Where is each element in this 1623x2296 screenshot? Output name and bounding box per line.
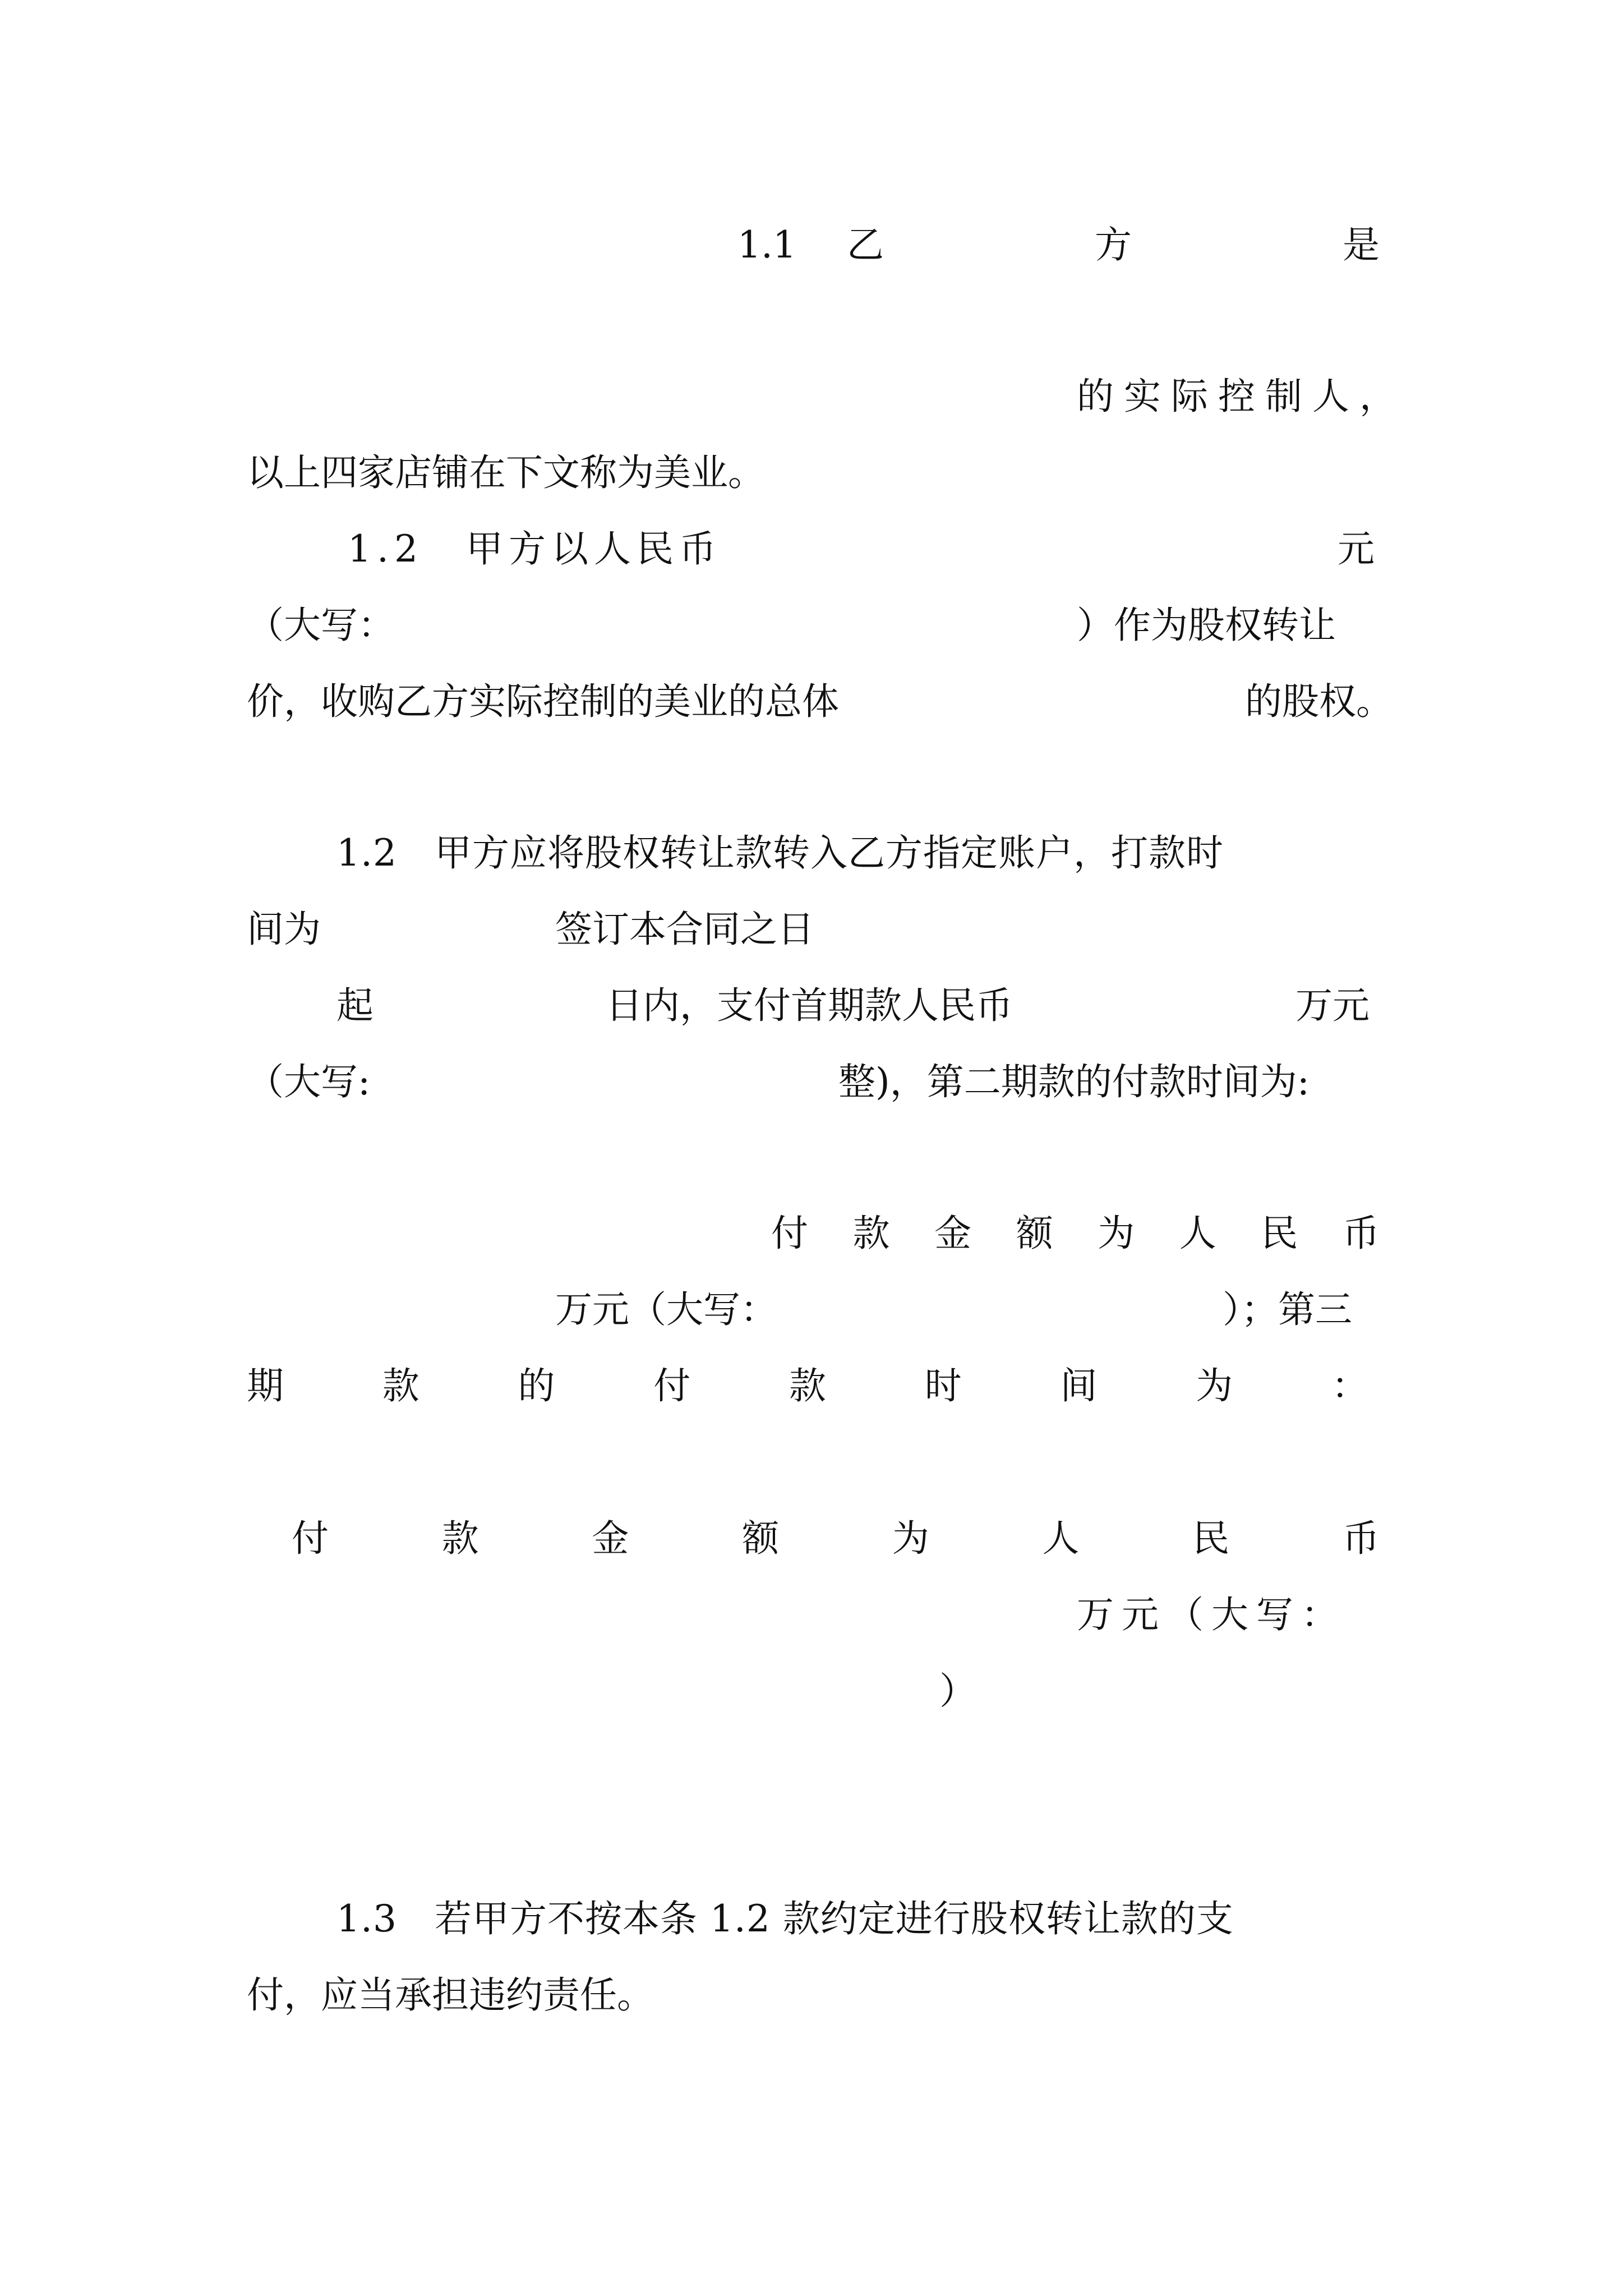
clause-1-2b-line-2-left: 间为 [247,908,321,951]
clause-1-2a-line-2-left: （大写： [247,604,395,647]
clause-1-2b-line-2-right: 签订本合同之日 [555,908,814,951]
clause-1-3-line-1: 1.3 若甲方不按本条 1.2 款约定进行股权转让款的支 [336,1897,1234,1940]
line-5-char: 额 [1016,1212,1053,1255]
clause-1-2b-line-6-left: 万元（大写： [555,1288,777,1331]
line-8-char: 款 [441,1517,479,1560]
clause-1-1-char: 是 [1343,223,1380,266]
line-7-char: ： [1331,1364,1368,1407]
line-7-char: 款 [382,1364,419,1407]
line-7-char: 付 [653,1364,691,1407]
clause-1-2a-lead: 1.2 甲方以人民币 [348,527,722,570]
clause-1-2b-line-9: 万元（大写： [1077,1593,1346,1636]
clause-1-1-number: 1.1 [737,223,796,266]
clause-1-2a-line-3-left: 价，收购乙方实际控制的美业的总体 [247,680,839,723]
line-5-char: 款 [852,1212,890,1255]
line-7-char: 为 [1196,1364,1233,1407]
line-7-char: 间 [1060,1364,1098,1407]
clause-1-1-line-3: 以上四家店铺在下文称为美业。 [247,451,765,494]
line-8-char: 付 [292,1517,329,1560]
clause-1-2b-line-5 [771,1212,1380,1255]
line-8-char: 额 [742,1517,780,1560]
clause-1-2b-line-8 [292,1517,1380,1560]
line-7-char: 款 [789,1364,826,1407]
clause-1-2a-unit: 元 [1338,527,1375,570]
line-8-char: 民 [1192,1517,1230,1560]
clause-1-2b-line-3-mid: 日内，支付首期款人民币 [606,984,1013,1027]
line-7-char: 期 [247,1364,284,1407]
clause-1-1-char: 方 [1095,223,1132,266]
line-8-char: 金 [592,1517,629,1560]
line-8-char: 为 [892,1517,929,1560]
clause-1-1-line-2: 的实际控制人， [1077,375,1407,418]
clause-1-3-line-2: 付，应当承担违约责任。 [247,1973,654,2017]
line-7-char: 的 [518,1364,555,1407]
clause-1-1-char: 乙 [847,223,884,266]
line-5-char: 民 [1261,1212,1298,1255]
line-5-char: 为 [1098,1212,1135,1255]
clause-1-2a-line-2-right: ）作为股权转让 [1077,604,1336,647]
clause-1-2b-line-4-right: 整)，第二期款的付款时间为: [838,1060,1310,1103]
line-7-char: 时 [924,1364,962,1407]
line-5-char: 币 [1342,1212,1380,1255]
line-5-char: 付 [771,1212,808,1255]
clause-1-2b-line-7 [247,1364,1368,1407]
clause-1-2b-line-4-left: （大写: [247,1060,371,1103]
clause-1-2b-line-10: ） [939,1669,976,1713]
clause-1-2a-line-3-right: 的股权。 [1245,680,1393,723]
line-5-char: 人 [1179,1212,1216,1255]
clause-1-2b-line-3-left: 起 [336,984,374,1027]
clause-1-2b-line-6-right: ）；第三 [1223,1288,1352,1331]
clause-1-2b-line-3-right: 万元 [1295,984,1370,1027]
line-8-char: 币 [1342,1517,1380,1560]
clause-1-2b-line-1: 1.2 甲方应将股权转让款转入乙方指定账户，打款时 [336,831,1224,875]
line-8-char: 人 [1042,1517,1080,1560]
line-5-char: 金 [934,1212,972,1255]
clause-1-1-spread-line [847,223,1380,266]
